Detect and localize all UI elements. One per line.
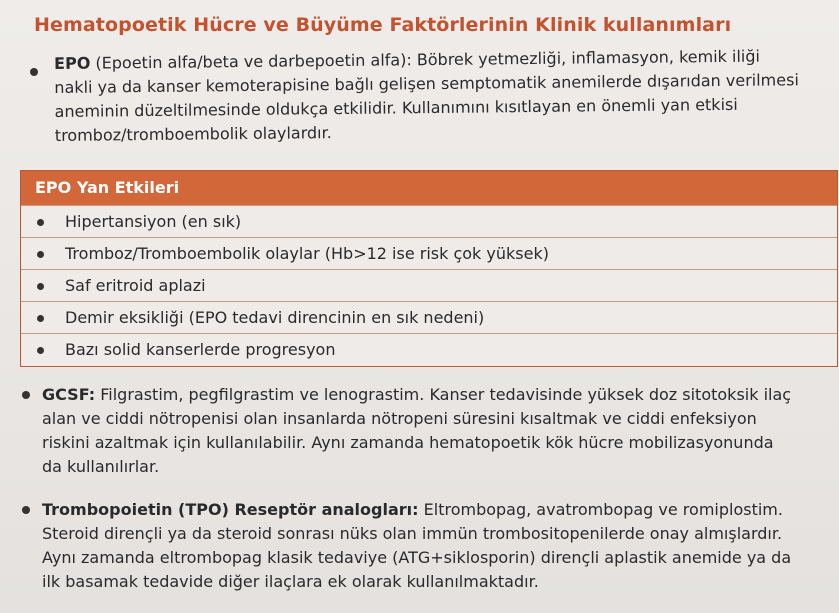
table-row	[21, 301, 837, 334]
table-row-text: Bazı solid kanserlerde progresyon	[65, 340, 336, 359]
table-row-text: Tromboz/Tromboembolik olaylar (Hb>12 ise risk çok yüksek)	[65, 244, 549, 263]
table-row-text: Demir eksikliği (EPO tedavi direncinin en sık nedeni)	[65, 308, 485, 327]
epo-line-4: tromboz/tromboembolik olaylardır.	[54, 123, 332, 145]
gcsf-lead: GCSF:	[42, 385, 96, 404]
epo-paragraph	[54, 44, 821, 148]
gcsf-line-4: da kullanılırlar.	[42, 457, 160, 476]
table-row	[21, 269, 837, 302]
epo-line-3: aneminin düzeltilmesinde oldukça etkilidir. Kullanımını kısıtlayan en önemli yan etkisi	[54, 94, 738, 121]
tpo-line-2: Steroid dirençli ya da steroid sonrası nüks olan immün trombositopenilerde onay almışlardır.	[42, 524, 783, 543]
bullet-icon	[37, 347, 44, 354]
page-title: Hematopoetik Hücre ve Büyüme Faktörlerinin Klinik kullanımları	[34, 14, 732, 36]
tpo-lead: Trombopoietin (TPO) Reseptör analogları:	[42, 500, 419, 519]
table-row	[21, 237, 837, 270]
bullet-icon	[37, 219, 44, 226]
gcsf-line-2: alan ve ciddi nötropenisi olan insanlarda nötropeni süresini kısaltmak ve ciddi enfeksiyon	[42, 409, 757, 428]
bullet-epo	[30, 68, 38, 76]
gcsf-line-1-text: Filgrastim, pegfilgrastim ve lenograstim. Kanser tedavisinde yüksek doz sitotoksik ilaç	[95, 385, 792, 404]
tpo-line-4: ilk basamak tedavide diğer ilaçlara ek olarak kullanılmaktadır.	[42, 572, 539, 591]
tpo-line-3: Aynı zamanda eltrombopag klasik tedaviye (ATG+siklosporin) dirençli aplastik anemide ya da	[42, 548, 792, 567]
epo-side-effects-table	[20, 170, 838, 367]
table-row-text: Saf eritroid aplazi	[65, 276, 206, 295]
gcsf-paragraph	[42, 383, 822, 479]
bullet-icon	[37, 315, 44, 322]
table-row-text: Hipertansiyon (en sık)	[65, 212, 242, 231]
table-row	[21, 333, 837, 366]
epo-line-2: nakli ya da kanser kemoterapisine bağlı gelişen semptomatik anemilerde dışarıdan verilmesi	[54, 70, 799, 97]
tpo-paragraph	[42, 498, 827, 594]
table-row	[21, 205, 837, 238]
tpo-line-1-text: Eltrombopag, avatrombopag ve romiplostim.	[418, 500, 783, 519]
gcsf-line-3: riskini azaltmak için kullanılabilir. Aynı zamanda hematopoetik kök hücre mobilizasyonunda	[42, 433, 774, 452]
tpo-line-1	[42, 498, 827, 522]
bullet-icon	[37, 251, 44, 258]
epo-line-1-text: (Epoetin alfa/beta ve darbepoetin alfa): Böbrek yetmezliği, inflamasyon, kemik iliği	[90, 46, 760, 73]
gcsf-line-1	[42, 383, 822, 407]
table-header: EPO Yan Etkileri	[21, 171, 837, 205]
bullet-tpo	[22, 506, 30, 514]
epo-lead: EPO	[54, 53, 91, 73]
bullet-icon	[37, 283, 44, 290]
bullet-gcsf	[22, 391, 30, 399]
